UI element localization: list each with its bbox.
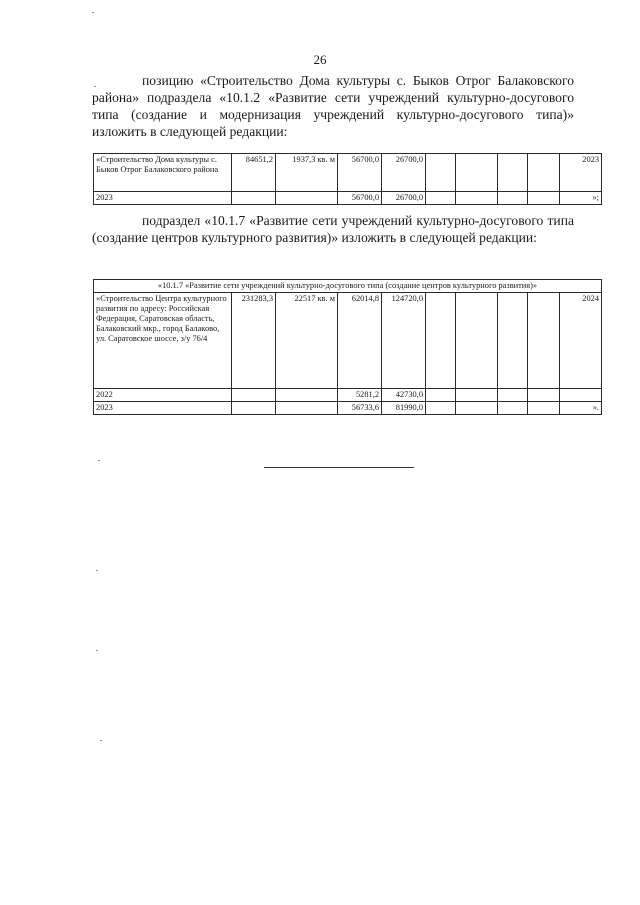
page-number: 26 xyxy=(313,52,327,67)
table-1 xyxy=(93,153,602,205)
table-subheading-row xyxy=(94,280,602,293)
table-cell xyxy=(426,293,456,389)
table-cell: 124720,0 xyxy=(382,293,426,389)
table-cell: «Строительство Центра культурного развития по адресу: Российская Федерация, Саратовская область, Балаковский мкр., город Балаково, ул. Саратовское шоссе, з/у 76/4 xyxy=(94,293,232,389)
table-cell xyxy=(276,192,338,205)
paragraph-2 xyxy=(92,212,574,246)
table-cell: 2022 xyxy=(94,389,232,402)
table-cell xyxy=(456,192,498,205)
table-cell: 62014,8 xyxy=(338,293,382,389)
table-cell: 2023 xyxy=(94,192,232,205)
table-cell: 56700,0 xyxy=(338,154,382,192)
table-cell: 56733,6 xyxy=(338,402,382,415)
table-cell xyxy=(528,293,560,389)
table-cell: 81990,0 xyxy=(382,402,426,415)
table-row xyxy=(94,389,602,402)
table-cell: «Строительство Дома культуры с. Быков Отрог Балаковского района xyxy=(94,154,232,192)
table-cell: 42730,0 xyxy=(382,389,426,402)
table-cell xyxy=(528,154,560,192)
table-cell xyxy=(426,154,456,192)
table-cell: 2023 xyxy=(94,402,232,415)
table-cell: 231283,3 xyxy=(232,293,276,389)
table-cell xyxy=(232,389,276,402)
table-cell xyxy=(528,389,560,402)
table-cell xyxy=(528,192,560,205)
scan-speck xyxy=(98,460,100,461)
table-row xyxy=(94,293,602,389)
scan-speck xyxy=(92,12,94,13)
table-cell xyxy=(232,402,276,415)
table-cell: 84651,2 xyxy=(232,154,276,192)
table-cell: 22517 кв. м xyxy=(276,293,338,389)
paragraph-1 xyxy=(92,72,574,140)
scan-speck xyxy=(96,650,98,651)
table-cell xyxy=(426,389,456,402)
table-cell: 2024 xyxy=(560,293,602,389)
table-cell xyxy=(456,154,498,192)
table-cell: 26700,0 xyxy=(382,192,426,205)
table-cell: 1937,3 кв. м xyxy=(276,154,338,192)
table-cell xyxy=(498,154,528,192)
table-cell xyxy=(426,402,456,415)
table-cell xyxy=(426,192,456,205)
table-cell xyxy=(498,293,528,389)
table-cell xyxy=(456,402,498,415)
signature-line xyxy=(264,467,414,468)
table-cell: 2023 xyxy=(560,154,602,192)
table-2 xyxy=(93,279,602,415)
table-cell xyxy=(456,389,498,402)
table-cell xyxy=(498,192,528,205)
table-cell xyxy=(232,192,276,205)
table-cell xyxy=(528,402,560,415)
table-cell xyxy=(276,389,338,402)
table-cell: 5281,2 xyxy=(338,389,382,402)
table-subheading: «10.1.7 «Развитие сети учреждений культурно-досугового типа (создание центров культурного развития)» xyxy=(94,280,602,293)
end-mark: »; xyxy=(592,193,599,202)
table-cell xyxy=(276,402,338,415)
table-cell xyxy=(560,192,602,205)
table-row xyxy=(94,154,602,192)
table-cell xyxy=(498,402,528,415)
end-mark: ». xyxy=(592,403,599,412)
table-cell xyxy=(560,402,602,415)
table-cell xyxy=(498,389,528,402)
table-cell: 56700,0 xyxy=(338,192,382,205)
paragraph-2-text: подраздел «10.1.7 «Развитие сети учреждений культурно-досугового типа (создание центров культурного развития)» изложить в следующей редакции: xyxy=(92,213,574,245)
scan-speck xyxy=(100,740,102,741)
table-row xyxy=(94,402,602,415)
table-cell xyxy=(560,389,602,402)
scan-speck xyxy=(96,570,98,571)
paragraph-1-text: позицию «Строительство Дома культуры с. Быков Отрог Балаковского района» подраздела «10.1.2 «Развитие сети учреждений культурно-досугового типа (создание и модернизация учреждений культурно-досугового типа)» изложить в следующей редакции: xyxy=(92,73,574,139)
scan-speck xyxy=(94,86,96,87)
table-row xyxy=(94,192,602,205)
table-cell: 26700,0 xyxy=(382,154,426,192)
table-cell xyxy=(456,293,498,389)
